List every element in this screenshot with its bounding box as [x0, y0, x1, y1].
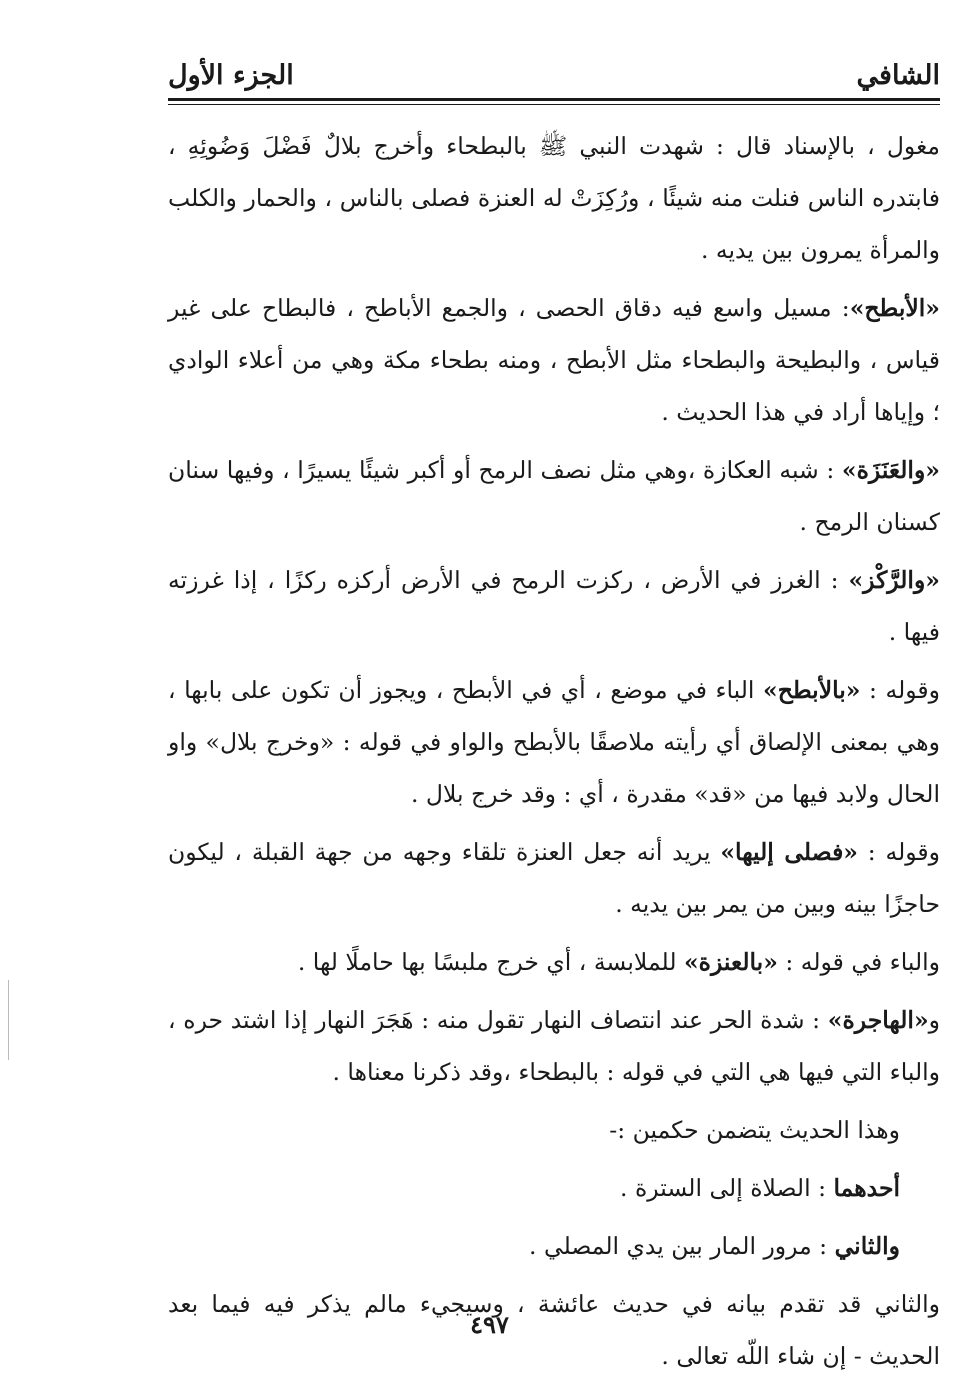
paragraph-text: : شبه العكازة ،وهي مثل نصف الرمح أو أكبر شيئًا يسيرًا ، وفيها سنان كسنان الرمح . — [168, 456, 940, 536]
defined-term: «والعَنَزَة» — [841, 456, 940, 484]
defined-term: أحدهما — [833, 1174, 900, 1202]
defined-term: «الأبطح» — [849, 294, 940, 322]
paragraph — [168, 1220, 940, 1272]
margin-mark — [8, 980, 9, 1060]
header-rule-thin — [168, 104, 940, 105]
paragraph-text: : الصلاة إلى السترة . — [620, 1174, 834, 1202]
defined-term: «بالأبطح» — [763, 676, 861, 704]
paragraph-text: والثاني قد تقدم بيانه في حديث عائشة ، وسيجيء مالم يذكر فيه فيما بعد الحديث - إن شاء اللّه تعالى . — [168, 1290, 940, 1370]
paragraph — [168, 444, 940, 548]
paragraph-text: مغول ، بالإسناد قال : شهدت النبي ﷺ بالبطحاء وأخرج بلالٌ فَضْلَ وَضُوئِهِ ، فابتدره الناس فنلت منه شيئًا ، ورُكِزَتْ له العنزة فصلى بالناس ، والحمار والكلب والمرأة يمرون بين يديه . — [168, 132, 940, 264]
paragraph — [168, 994, 940, 1098]
running-header — [168, 52, 940, 98]
header-rule — [168, 98, 940, 101]
defined-term: والثاني — [834, 1232, 900, 1260]
paragraph-text: : الغرز في الأرض ، ركزت الرمح في الأرض أركزه ركزًا ، إذا غرزته فيها . — [168, 566, 940, 646]
paragraph — [168, 826, 940, 930]
paragraph-text: وهذا الحديث يتضمن حكمين :- — [609, 1116, 900, 1144]
page-number: ٤٩٧ — [470, 1310, 509, 1339]
paragraph-text: وقوله : — [860, 676, 941, 704]
book-title: الشافي — [856, 59, 940, 91]
paragraph-text: و — [928, 1006, 940, 1034]
paragraph-text: : شدة الحر عند انتصاف النهار تقول منه : هَجَرَ النهار إذا اشتد حره ، والباء التي فيها هي التي في قوله : بالبطحاء ،وقد ذكرنا معناها . — [168, 1006, 940, 1086]
paragraph-text: وقوله : — [857, 838, 940, 866]
paragraph-text: : مرور المار بين يدي المصلي . — [529, 1232, 835, 1260]
paragraph — [168, 282, 940, 438]
paragraph — [168, 664, 940, 820]
paragraph — [168, 1162, 940, 1214]
volume-title: الجزء الأول — [168, 59, 294, 91]
paragraph — [168, 554, 940, 658]
paragraph — [168, 1104, 940, 1156]
paragraph-text: : مسيل واسع فيه دقاق الحصى ، والجمع الأباطح ، فالبطاح على غير قياس ، والبطيحة والبطحاء مثل الأبطح ، ومنه بطحاء مكة وهي من أعلاء الوادي ؛ وإياها أراد في هذا الحديث . — [168, 294, 940, 426]
defined-term: «والرَّكْز» — [848, 566, 940, 594]
paragraph-text: للملابسة ، أي خرج ملبسًا بها حاملًا لها . — [297, 948, 684, 976]
paragraph-text: والباء في قوله : — [777, 948, 940, 976]
paragraph — [168, 936, 940, 988]
paragraph-text: يريد أنه جعل العنزة تلقاء وجهه من جهة القبلة ، ليكون حاجزًا بينه وبين من يمر بين يديه . — [168, 838, 940, 918]
paragraph — [168, 120, 940, 276]
defined-term: «فصلى إليها» — [720, 838, 858, 866]
paragraph-text: الباء في موضع ، أي في الأبطح ، ويجوز أن تكون على بابها ، وهي بمعنى الإلصاق أي رأيته ملاصقًا بالأبطح والواو في قوله : «وخرج بلال» واو الحال ولابد فيها من «قد» مقدرة ، أي : وقد خرج بلال . — [168, 676, 940, 808]
body-text — [168, 120, 940, 1388]
defined-term: «بالعنزة» — [683, 948, 778, 976]
defined-term: «الهاجرة» — [827, 1006, 929, 1034]
